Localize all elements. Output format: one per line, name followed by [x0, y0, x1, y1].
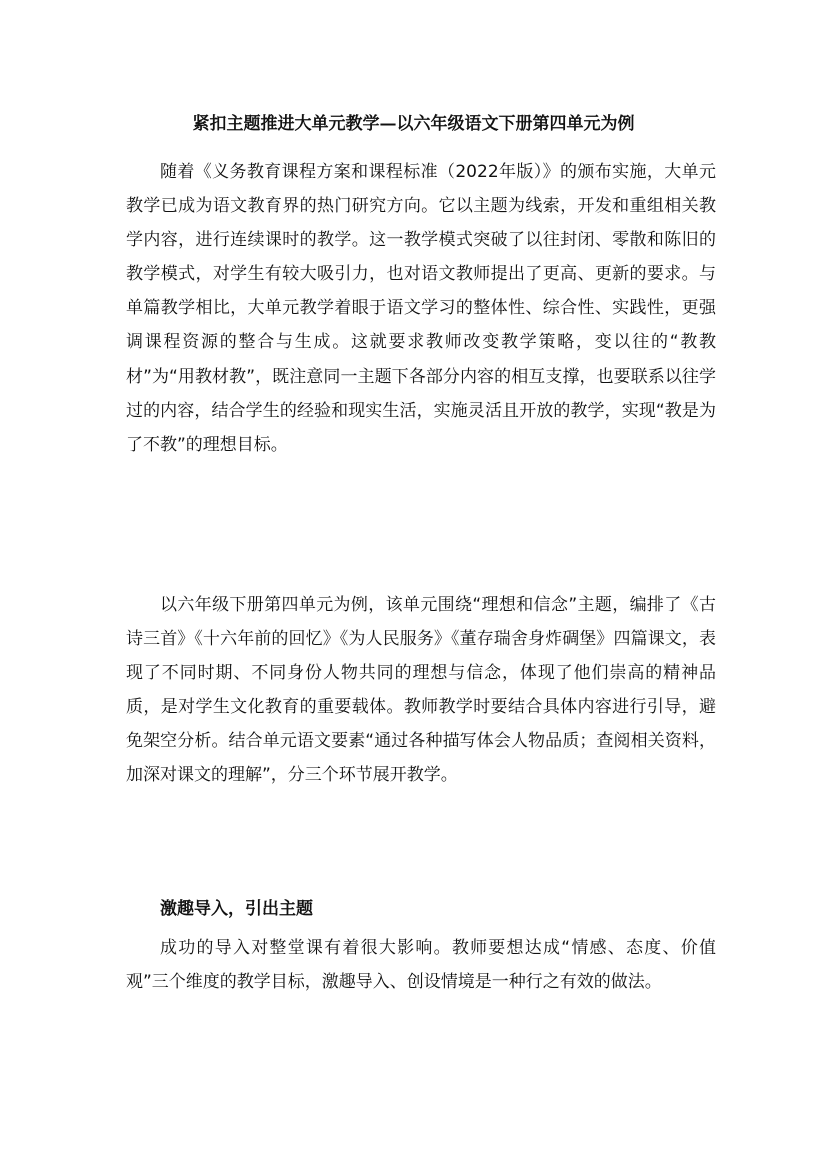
section-heading: 激趣导入，引出主题 — [160, 899, 313, 919]
paragraph-unit-example: 以六年级下册第四单元为例，该单元围绕“理想和信念”主题，编排了《古诗三首》《十六年前的回忆》《为人民服务》《董存瑞舍身炸碉堡》四篇课文，表现了不同时期、不同身份人物共同的理想与信念，体现了他们崇高的精神品质，是对学生文化教育的重要载体。教师教学时要结合具体内容进行引导，避免架空分析。结合单元语文要素“通过各种描写体会人物品质；查阅相关资料，加深对课文的理解”，分三个环节展开教学。 — [126, 595, 716, 786]
paragraph-section-intro: 成功的导入对整堂课有着很大影响。教师要想达成“情感、态度、价值观”三个维度的教学目标，激趣导入、创设情境是一种行之有效的做法。 — [126, 938, 716, 993]
document-title: 紧扣主题推进大单元教学—以六年级语文下册第四单元为例 — [192, 114, 635, 134]
paragraph-intro: 随着《义务教育课程方案和课程标准（2022年版）》的颁布实施，大单元教学已成为语文教育界的热门研究方向。它以主题为线索，开发和重组相关教学内容，进行连续课时的教学。这一教学模式突破了以往封闭、零散和陈旧的教学模式，对学生有较大吸引力，也对语文教师提出了更高、更新的要求。与单篇教学相比，大单元教学着眼于语文学习的整体性、综合性、实践性，更强调课程资源的整合与生成。这就要求教师改变教学策略，变以往的“教教材”为“用教材教”，既注意同一主题下各部分内容的相互支撑，也要联系以往学过的内容，结合学生的经验和现实生活，实施灵活且开放的教学，实现“教是为了不教”的理想目标。 — [126, 162, 716, 455]
